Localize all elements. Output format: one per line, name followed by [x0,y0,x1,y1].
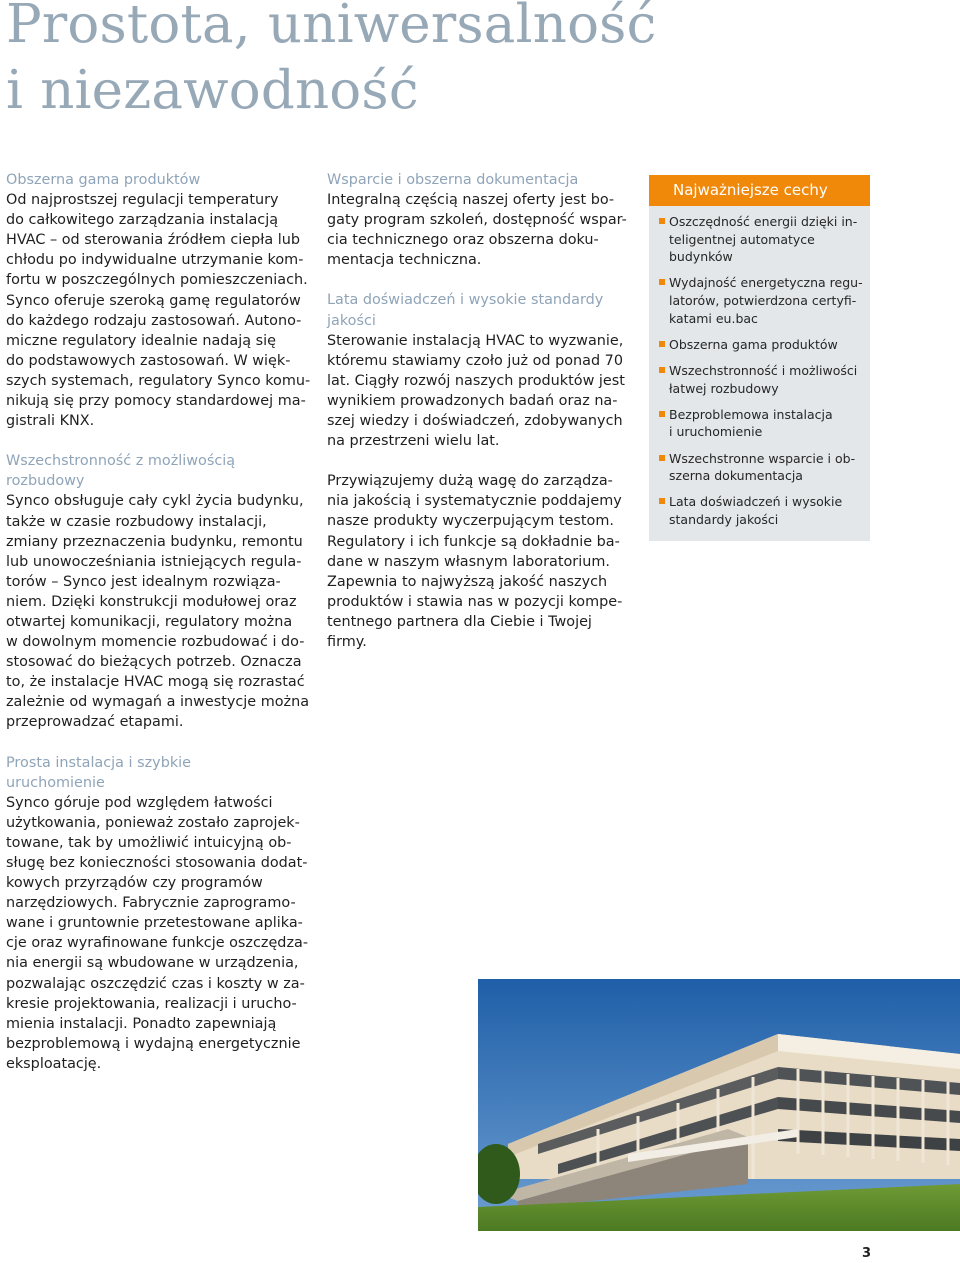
text-section [6,170,311,431]
body-line: sługę bez konieczności stosowania dodat- [6,855,308,871]
section-heading-line: Wsparcie i obszerna dokumentacja [327,172,579,188]
section-heading [327,290,632,330]
body-line: do podstawowych zastosowań. W więk- [6,352,291,369]
body-line: nikują się przy pomocy standardowej ma- [6,393,306,410]
page-number: 3 [862,1246,872,1261]
feature-item-line: teligentnej automatyce [669,231,815,247]
section-heading [6,451,311,491]
feature-item-line: Bezproblemowa instalacja [669,406,833,422]
section-body [327,471,632,652]
body-line: pozwalając oszczędzić czas i koszty w za- [6,975,305,992]
body-line: Synco obsługuje cały cykl życia budynku, [6,493,304,510]
key-features-list [659,213,864,537]
section-heading-line: rozbudowy [6,473,85,490]
feature-item [659,493,864,528]
section-heading [327,170,632,190]
key-features-header: Najważniejsze cechy [649,175,870,206]
body-line: w dowolnym momencie rozbudować i do- [6,634,305,651]
feature-item-line: katami eu.bac [669,310,758,326]
section-heading [6,170,311,190]
body-line: nasze produkty wyczerpującym testom. [327,513,614,530]
body-line: któremu stawiamy czoło już od ponad 70 [327,352,623,369]
body-line: narzędziowych. Fabrycznie zaprogramo- [6,895,296,912]
body-line: zależnie od wymagań a inwestycje można [6,694,310,711]
section-heading-line: Lata doświadczeń i wysokie standardy [327,292,604,309]
section-heading [6,753,311,793]
feature-item [659,406,864,441]
section-heading-line: uruchomienie [6,774,105,791]
feature-item [659,362,864,397]
body-line: dane w naszym własnym laboratorium. [327,553,610,570]
body-line: Od najprostszej regulacji temperatury [6,192,279,209]
feature-item-line: Wszechstronność i możliwości [669,362,858,378]
feature-item-line: szerna dokumentacja [669,468,803,484]
feature-item-line: Lata doświadczeń i wysokie [669,494,843,510]
feature-item [659,336,864,354]
body-line: cia technicznego oraz obszerna doku- [327,232,599,249]
section-heading-line: jakości [327,312,376,329]
body-line: tentnego partnera dla Ciebie i Twojej [327,613,592,630]
feature-item [659,274,864,327]
feature-item [659,213,864,266]
section-body [6,190,311,431]
orange-square-bullet-icon [659,455,665,461]
body-line: Sterowanie instalacją HVAC to wyzwanie, [327,332,624,349]
body-line: mienia instalacji. Ponadto zapewniają [6,1015,277,1032]
body-line: szej wiedzy i doświadczeń, zdobywanych [327,413,623,430]
body-line: Przywiązujemy dużą wagę do zarządza- [327,473,613,490]
body-line: produktów i stawia nas w pozycji kompe- [327,593,623,610]
feature-item [659,450,864,485]
page-title-line-1: Prostota, uniwersalność [6,0,657,55]
text-column-middle [327,170,632,672]
body-line: lub unowocześniania istniejących regula- [6,553,302,570]
feature-item-line: Oszczędność energii dzięki in- [669,214,858,229]
body-line: na przestrzeni wielu lat. [327,433,500,450]
orange-square-bullet-icon [659,498,665,504]
text-section [327,471,632,652]
body-line: szych systemach, regulatory Synco komu- [6,372,311,389]
section-heading-line: Prosta instalacja i szybkie [6,754,192,771]
feature-item-line: latorów, potwierdzona certyfi- [669,292,857,308]
body-line: użytkowania, ponieważ zostało zaprojek- [6,814,300,831]
body-line: nia energii są wbudowane w urządzenia, [6,955,299,972]
body-line: miczne regulatory idealnie nadają się [6,332,276,349]
feature-item-line: Wszechstronne wsparcie i ob- [669,450,856,466]
body-line: do całkowitego zarządzania instalacją [6,212,279,229]
body-line: kresie projektowania, realizacji i urucho- [6,995,297,1012]
body-line: przeprowadzać etapami. [6,714,184,731]
body-line: mentacja techniczna. [327,252,482,269]
body-line: eksploatację. [6,1055,102,1072]
body-line: zmiany przeznaczenia budynku, remontu [6,533,303,550]
body-line: cje oraz wyrafinowane funkcje oszczędza- [6,935,309,952]
body-line: otwartej komunikacji, regulatory można [6,613,293,630]
body-line: także w czasie rozbudowy instalacji, [6,513,267,530]
body-line: stosować do bieżących potrzeb. Oznacza [6,654,302,671]
feature-item-line: i uruchomienie [669,424,763,440]
body-line: bezproblemową i wydajną energetycznie [6,1035,301,1052]
building-photo-image [478,979,960,1231]
feature-item-line: łatwej rozbudowy [669,380,779,396]
body-line: Regulatory i ich funkcje są dokładnie ba- [327,533,620,550]
orange-square-bullet-icon [659,218,665,224]
section-body [327,331,632,452]
body-line: kowych przyrządów czy programów [6,875,263,892]
body-line: Integralną częścią naszej oferty jest bo- [327,192,615,209]
feature-item-line: Obszerna gama produktów [669,336,838,352]
text-section [327,290,632,451]
body-line: Synco góruje pod względem łatwości [6,794,273,811]
page-title [6,0,656,124]
body-line: nia jakością i systematycznie poddajemy [327,493,622,510]
page-title-line-2: i niezawodność [6,60,419,121]
section-body [6,491,311,732]
feature-item-line: Wydajność energetyczna regu- [669,275,863,291]
orange-square-bullet-icon [659,367,665,373]
body-line: do każdego rodzaju zastosowań. Autono- [6,312,302,329]
body-line: gistrali KNX. [6,413,95,430]
body-line: gaty program szkoleń, dostępność wspar- [327,212,627,229]
key-features-box [649,175,870,541]
text-column-left [6,170,311,1094]
building-photo [478,979,960,1231]
text-section [6,451,311,732]
body-line: towane, tak by umożliwić intuicyjną ob- [6,834,292,851]
feature-item-line: budynków [669,249,733,265]
body-line: wynikiem prowadzonych badań oraz na- [327,392,618,409]
orange-square-bullet-icon [659,341,665,347]
section-body [6,793,311,1074]
feature-item-line: standardy jakości [669,511,779,527]
text-section [6,753,311,1075]
body-line: Zapewnia to najwyższą jakość naszych [327,573,608,590]
orange-square-bullet-icon [659,411,665,417]
body-line: niem. Dzięki konstrukcji modułowej oraz [6,593,297,610]
section-body [327,190,632,270]
body-line: torów – Synco jest idealnym rozwiąza- [6,573,281,590]
orange-square-bullet-icon [659,279,665,285]
body-line: firmy. [327,633,367,650]
section-heading-line: Obszerna gama produktów [6,172,201,188]
body-line: Synco oferuje szeroką gamę regulatorów [6,292,301,309]
body-line: fortu w poszczególnych pomieszczeniach. [6,272,308,289]
body-line: to, że instalacje HVAC mogą się rozrastać [6,674,305,691]
text-section [327,170,632,270]
section-heading-line: Wszechstronność z możliwością [6,453,236,470]
body-line: wane i gruntownie przetestowane aplika- [6,915,303,932]
body-line: HVAC – od sterowania źródłem ciepła lub [6,232,301,249]
body-line: chłodu po indywidualne utrzymanie kom- [6,252,304,269]
body-line: lat. Ciągły rozwój naszych produktów jest [327,372,625,389]
